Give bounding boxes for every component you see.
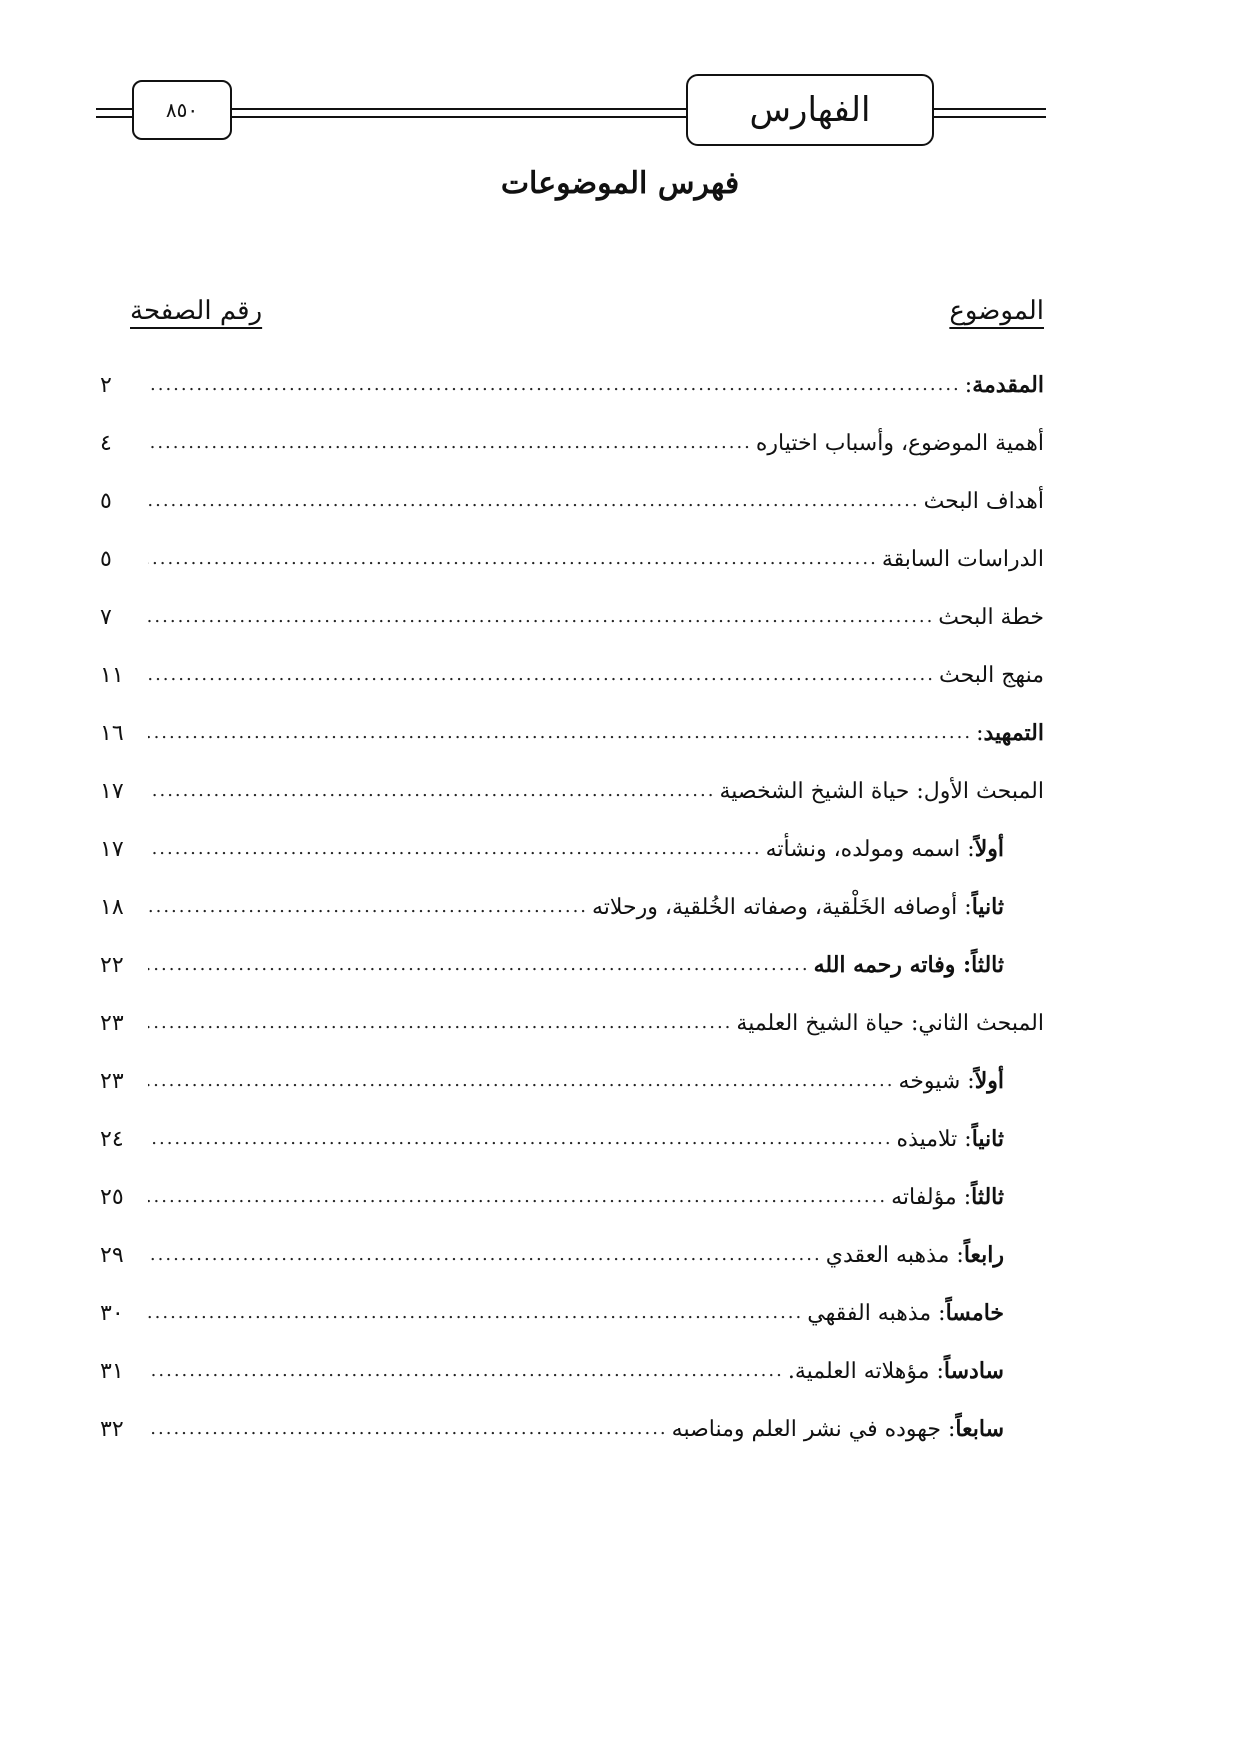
leader-dots: [148, 896, 588, 918]
toc-entry-page: ٧: [100, 604, 112, 630]
toc-entry-page: ٥: [100, 546, 112, 572]
toc-entry[interactable]: [100, 1110, 1044, 1168]
leader-dots: [148, 780, 715, 802]
toc-entry-page: ٢: [100, 372, 112, 398]
leader-dots: [148, 1418, 668, 1440]
header-rule-right: [928, 108, 1046, 118]
toc-entry-label: أهداف البحث: [923, 489, 1044, 514]
leader-dots: [148, 1186, 887, 1208]
toc-entry-label: سابعاً: جهوده في نشر العلم ومناصبه: [671, 1416, 1004, 1442]
table-of-contents: [100, 356, 1044, 1458]
toc-entry-label: ثالثاً: مؤلفاته: [891, 1184, 1004, 1210]
toc-entry[interactable]: [100, 1400, 1044, 1458]
leader-dots: [148, 374, 961, 396]
toc-entry-page: ١١: [100, 662, 124, 688]
leader-dots: [148, 490, 920, 512]
toc-entry-label: التمهيد:: [976, 720, 1044, 746]
toc-entry-label: ثانياً: تلاميذه: [896, 1126, 1004, 1152]
toc-entry-label: سادساً: مؤهلاته العلمية.: [787, 1358, 1004, 1384]
toc-entry[interactable]: [100, 1342, 1044, 1400]
toc-entry[interactable]: [100, 646, 1044, 704]
toc-entry-page: ٤: [100, 430, 112, 456]
toc-entry[interactable]: [100, 1168, 1044, 1226]
toc-entry-label: ثالثاً: وفاته رحمه الله: [813, 952, 1004, 978]
leader-dots: [148, 1070, 894, 1092]
leader-dots: [148, 838, 762, 860]
toc-entry-label: الدراسات السابقة: [881, 547, 1044, 572]
toc-entry[interactable]: [100, 1052, 1044, 1110]
page-number: ٨٥٠: [165, 98, 199, 122]
toc-entry[interactable]: [100, 1284, 1044, 1342]
toc-entry-page: ٢٣: [100, 1010, 124, 1036]
leader-dots: [148, 664, 935, 686]
toc-entry-page: ١٨: [100, 894, 124, 920]
toc-entry-page: ١٧: [100, 836, 124, 862]
toc-entry-label: أولاً: اسمه ومولده، ونشأته: [765, 836, 1004, 862]
leader-dots: [148, 954, 810, 976]
toc-entry-page: ١٧: [100, 778, 124, 804]
column-header-page: رقم الصفحة: [130, 296, 263, 326]
toc-entry-page: ٢٥: [100, 1184, 124, 1210]
leader-dots: [148, 606, 934, 628]
toc-entry-page: ٢٩: [100, 1242, 124, 1268]
header-rule-middle: [228, 108, 688, 118]
toc-entry-label: أهمية الموضوع، وأسباب اختياره: [755, 431, 1044, 456]
leader-dots: [148, 1244, 822, 1266]
toc-entry-label: المبحث الثاني: حياة الشيخ العلمية: [736, 1011, 1044, 1036]
toc-entry-page: ٥: [100, 488, 112, 514]
toc-entry-page: ٢٤: [100, 1126, 124, 1152]
leader-dots: [148, 722, 972, 744]
toc-entry-label: أولاً: شيوخه: [898, 1068, 1004, 1094]
toc-entry-label: المقدمة:: [964, 372, 1044, 398]
toc-entry[interactable]: [100, 472, 1044, 530]
leader-dots: [148, 432, 752, 454]
toc-entry[interactable]: [100, 356, 1044, 414]
toc-entry-label: رابعاً: مذهبه العقدي: [825, 1242, 1004, 1268]
leader-dots: [148, 548, 878, 570]
toc-entry[interactable]: [100, 1226, 1044, 1284]
toc-entry[interactable]: [100, 588, 1044, 646]
toc-entry-page: ٣١: [100, 1358, 124, 1384]
toc-entry[interactable]: [100, 762, 1044, 820]
header-rule-left: [96, 108, 134, 118]
toc-entry-label: المبحث الأول: حياة الشيخ الشخصية: [719, 779, 1044, 804]
toc-entry-page: ٢٣: [100, 1068, 124, 1094]
toc-entry[interactable]: [100, 936, 1044, 994]
toc-entry-label: خامساً: مذهبه الفقهي: [807, 1300, 1004, 1326]
leader-dots: [148, 1128, 893, 1150]
section-title-box: [686, 74, 934, 146]
toc-entry-page: ٢٢: [100, 952, 124, 978]
toc-entry-label: منهج البحث: [938, 663, 1044, 688]
toc-entry-page: ٣٢: [100, 1416, 124, 1442]
toc-entry-label: ثانياً: أوصافه الخَلْقية، وصفاته الخُلقية، ورحلاته: [592, 894, 1004, 920]
column-header-topic: الموضوع: [949, 296, 1044, 326]
toc-entry[interactable]: [100, 878, 1044, 936]
page-heading: فهرس الموضوعات: [500, 166, 740, 201]
toc-entry[interactable]: [100, 414, 1044, 472]
toc-entry-page: ١٦: [100, 720, 124, 746]
page-number-box: [132, 80, 232, 140]
toc-entry[interactable]: [100, 530, 1044, 588]
toc-entry[interactable]: [100, 820, 1044, 878]
leader-dots: [148, 1360, 784, 1382]
leader-dots: [148, 1302, 803, 1324]
leader-dots: [148, 1012, 732, 1034]
section-title: الفهارس: [749, 90, 871, 130]
toc-entry[interactable]: [100, 704, 1044, 762]
toc-entry-label: خطة البحث: [938, 605, 1044, 630]
toc-entry[interactable]: [100, 994, 1044, 1052]
toc-entry-page: ٣٠: [100, 1300, 124, 1326]
